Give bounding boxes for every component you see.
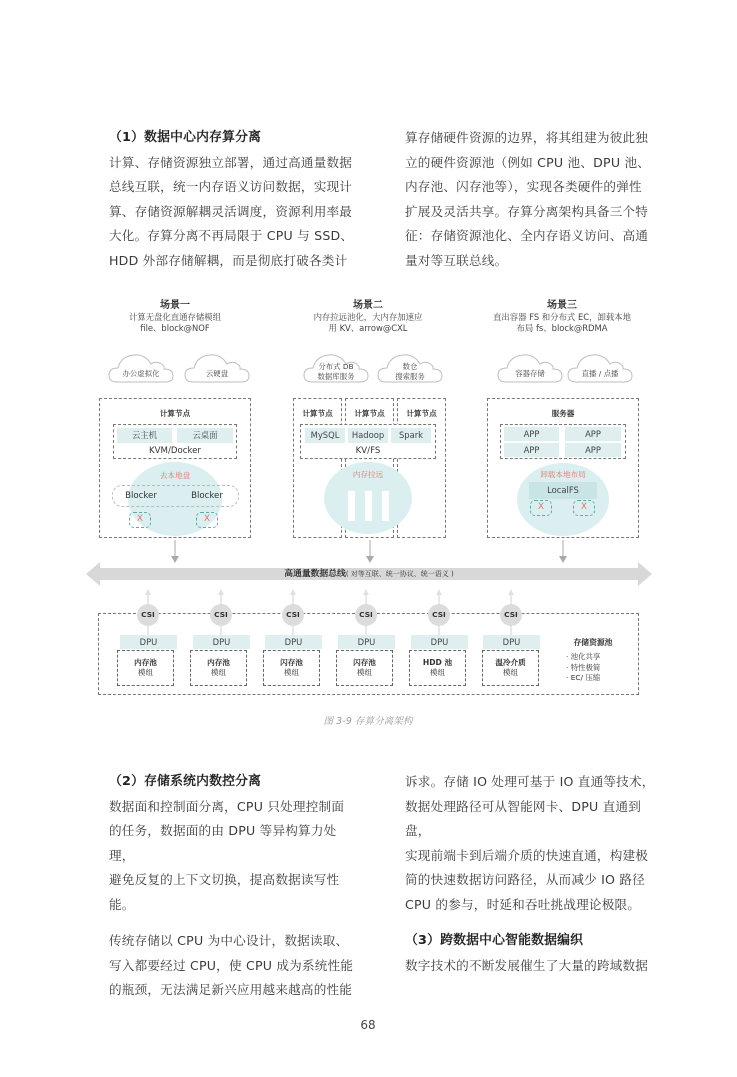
cloud-label: 办公虚拟化 — [122, 369, 160, 378]
scenario2-title: 场景二 — [353, 300, 383, 311]
text-line: 立的硬件资源池（例如 CPU 池、DPU 池、 — [405, 154, 651, 170]
dpu-block: DPU — [338, 635, 395, 649]
cloud-label: 容器存储 — [515, 369, 545, 378]
dpu-block: DPU — [411, 635, 468, 649]
cloud-icon — [183, 350, 251, 384]
storage-module — [409, 650, 466, 686]
text-line: 扩展及灵活共享。存算分离架构具备三个特 — [405, 203, 649, 219]
section2-heading: （2）存储系统内数控分离 — [109, 774, 262, 789]
module-name: 温冷介质 — [495, 658, 526, 667]
cloud-icon — [107, 350, 175, 384]
storage-module — [263, 650, 320, 686]
pool-feature: · EC/ 压缩 — [566, 673, 601, 682]
csi-node: CSI — [500, 604, 522, 626]
text-line: 实现前端卡到后端介质的快速直通，构建极 — [405, 847, 649, 863]
subtitle-line: 内存拉远池化，大内存加速应 — [313, 312, 423, 322]
module-name: 闪存池 — [280, 658, 303, 667]
cloud-label: 数据库服务 — [317, 372, 355, 381]
red-label: 去本地盘 — [159, 471, 191, 480]
csi-node: CSI — [428, 604, 450, 626]
storage-module — [190, 650, 247, 686]
text-line: 计算、存储资源独立部署，通过高通量数据 — [109, 154, 353, 170]
subtitle-line: 直出容器 FS 和分布式 EC，卸载本地 — [493, 312, 631, 322]
dpu-block: DPU — [120, 635, 177, 649]
csi-node: CSI — [137, 604, 159, 626]
section2-right-column — [405, 770, 657, 978]
red-label: 卸载本地布局 — [540, 470, 586, 479]
csi-node: CSI — [210, 604, 232, 626]
section3-heading: （3）跨数据中心智能数据编织 — [405, 933, 584, 948]
dpu-block: DPU — [483, 635, 540, 649]
storage-module — [482, 650, 539, 686]
section1-heading: （1）数据中心内存算分离 — [109, 130, 262, 145]
section1-left-column — [109, 126, 361, 273]
cell-app: APP — [504, 427, 559, 441]
scenario3-subtitle — [477, 312, 647, 334]
cloud-label: 分布式 DB — [318, 362, 354, 371]
csi-node: CSI — [355, 604, 377, 626]
blocker-label: Blocker — [125, 491, 157, 501]
cell-app: APP — [565, 443, 621, 457]
text-line: 算存储硬件资源的边界，将其组建为彼此独 — [405, 130, 649, 145]
text-line: 大化。存算分离不再局限于 CPU 与 SSD、 — [109, 228, 354, 243]
node-title: 计算节点 — [302, 409, 333, 418]
module-name: 闪存池 — [353, 658, 376, 667]
text-line: 算、存储资源解耦灵活调度，资源利用率最 — [109, 203, 353, 219]
text-line: 数字技术的不断发展催生了大量的跨域数据 — [405, 957, 649, 973]
cell-mysql: MySQL — [305, 428, 345, 443]
pool-features — [566, 652, 600, 684]
text-line: 传统存储以 CPU 为中心设计，数据读取、 — [109, 933, 349, 948]
text-line: 量对等互联总线。 — [405, 252, 508, 268]
module-sub: 模组 — [502, 668, 519, 677]
cloud-label: 直播 / 点播 — [581, 369, 619, 378]
removed-disk-icon: X — [129, 512, 151, 528]
cloud-icon — [496, 350, 564, 384]
cloud-icon — [302, 350, 370, 384]
subtitle-line: 用 KV、arrow@CXL — [328, 323, 408, 333]
page-number: 68 — [360, 1018, 376, 1032]
text-line: 内存池、闪存池等），实现各类硬件的弹性 — [405, 179, 642, 194]
node-title: 计算节点 — [354, 409, 385, 418]
dpu-block: DPU — [193, 635, 250, 649]
section2-left-column — [109, 770, 361, 1003]
bus-title: 高通量数据总线 — [284, 569, 346, 579]
cloud-label: 搜索服务 — [395, 372, 425, 381]
module-name: 内存池 — [207, 658, 230, 667]
section1-right-column — [405, 126, 657, 273]
cell-app: APP — [565, 427, 621, 441]
text-line: 数据处理路径可从智能网卡、DPU 直通到盘， — [405, 798, 642, 838]
text-line: 诉求。存储 IO 处理可基于 IO 直通等技术， — [405, 774, 655, 789]
module-name: 内存池 — [134, 658, 157, 667]
node-title: 计算节点 — [406, 409, 437, 418]
pool-feature: · 池化共享 — [566, 652, 601, 661]
removed-disk-icon: X — [573, 500, 595, 516]
memory-bar — [382, 491, 389, 521]
bus-label — [86, 568, 652, 580]
module-name: HDD 池 — [422, 658, 453, 667]
module-sub: 模组 — [356, 668, 373, 677]
cell-hadoop: Hadoop — [348, 428, 388, 443]
text-line: 征：存储资源池化、全内存语义访问、高通 — [405, 228, 649, 243]
module-sub: 模组 — [283, 668, 300, 677]
bus-note: ( 对等互联、统一协议、统一语义 ) — [345, 570, 454, 578]
memory-bar — [365, 491, 372, 521]
memory-bar — [348, 491, 355, 521]
pool-title: 存储资源池 — [573, 638, 613, 647]
pool-feature: · 特性极简 — [566, 662, 601, 672]
text-line: 的瓶颈，无法满足新兴应用越来越高的性能 — [109, 982, 353, 997]
text-line: 避免反复的上下文切换，提高数据读写性能。 — [109, 872, 340, 912]
cloud-icon — [566, 350, 634, 384]
cloud-icon — [376, 350, 444, 384]
scenario3-title: 场景三 — [547, 300, 577, 311]
cell-spark: Spark — [391, 428, 431, 443]
text-line: 总线互联，统一内存语义访问数据，实现计 — [109, 179, 353, 194]
red-label: 内存拉远 — [352, 470, 384, 479]
subtitle-line: file、block@NOF — [140, 323, 210, 333]
cloud-label: 数仓 — [402, 362, 418, 371]
dpu-block: DPU — [265, 635, 322, 649]
csi-node: CSI — [282, 604, 304, 626]
scenario2-subtitle — [293, 312, 443, 334]
storage-module — [336, 650, 393, 686]
removed-disk-icon: X — [196, 512, 218, 528]
module-sub: 模组 — [210, 668, 227, 677]
node-title: 计算节点 — [159, 409, 191, 418]
scenario1-subtitle — [105, 312, 245, 334]
cell-cloud-desktop: 云桌面 — [177, 428, 233, 443]
layer-label: KV/FS — [355, 446, 381, 456]
storage-module — [117, 650, 174, 686]
figure-caption: 图 3-9 存算分离架构 — [323, 716, 413, 727]
cell-cloud-host: 云主机 — [117, 428, 172, 443]
cell-app: APP — [504, 443, 559, 457]
cloud-label: 云硬盘 — [205, 369, 229, 378]
node-title: 服务器 — [551, 409, 575, 418]
localfs-layer: LocalFS — [529, 482, 597, 499]
layer-label: KVM/Docker — [149, 446, 201, 456]
module-sub: 模组 — [429, 668, 446, 677]
subtitle-line: 布局 fs、block@RDMA — [516, 323, 608, 333]
text-line: 的任务，数据面的由 DPU 等异构算力处理， — [109, 823, 337, 863]
text-line: 简的快速数据访问路径，从而减少 IO 路径 — [405, 872, 645, 887]
subtitle-line: 计算无盘化直通存储模组 — [128, 312, 222, 322]
blocker-label: Blocker — [191, 491, 223, 501]
text-line: CPU 的参与，时延和吞吐挑战理论极限。 — [405, 896, 641, 912]
module-sub: 模组 — [137, 668, 154, 677]
text-line: 数据面和控制面分离，CPU 只处理控制面 — [109, 798, 345, 814]
scenario1-title: 场景一 — [160, 300, 190, 311]
text-line: 写入都要经过 CPU，使 CPU 成为系统性能 — [109, 957, 354, 973]
text-line: HDD 外部存储解耦，而是彻底打破各类计 — [109, 252, 348, 268]
removed-disk-icon: X — [530, 500, 552, 516]
